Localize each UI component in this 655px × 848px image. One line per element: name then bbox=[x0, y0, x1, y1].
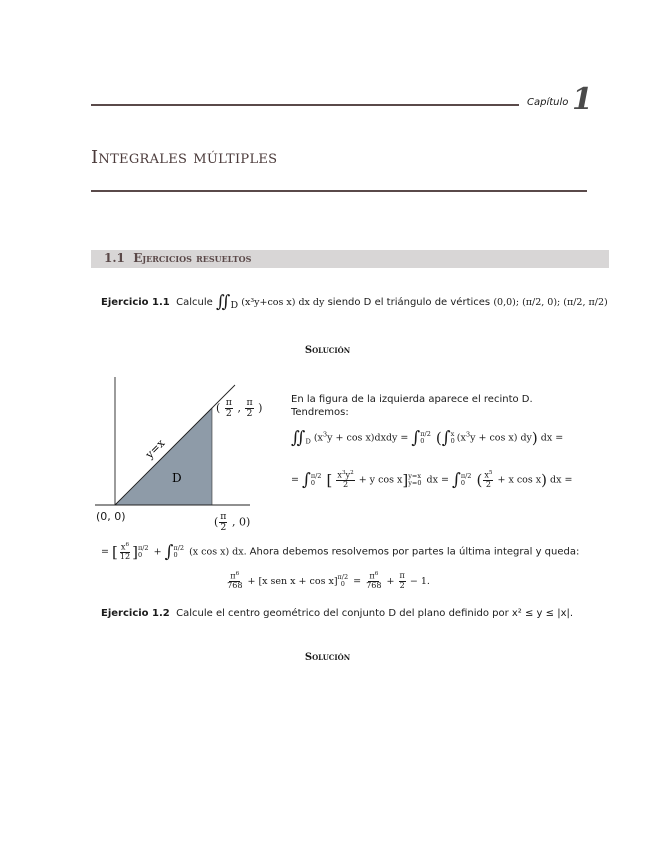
section-number: 1.1 bbox=[104, 251, 125, 265]
ejercicio-2-label: Ejercicio 1.2 bbox=[101, 608, 170, 619]
chapter-bottom-rule bbox=[91, 190, 587, 192]
origin-label: (0, 0) bbox=[96, 510, 126, 523]
solution-1-eq1: $∬_D$ ($x^3y + \cos$ x)dxdy = ∫ π/2 0 (∫ x 0 $(x^3y + \cos x)$ dy) dx = bbox=[291, 428, 564, 448]
chapter-number: 1 bbox=[572, 82, 593, 117]
ejercicio-1-vertices: (0,0); (π/2, 0); (π/2, π/2) bbox=[493, 297, 608, 308]
double-integral-symbol: ∬ bbox=[215, 292, 231, 312]
x-point-label: ( $\frac{\pi}{2}$ , 0) bbox=[214, 511, 251, 533]
ejercicio-1-label: Ejercicio 1.1 bbox=[101, 297, 170, 308]
ejercicio-1-statement bbox=[101, 292, 608, 312]
integral-domain: D bbox=[230, 300, 239, 311]
solucion-heading-1: Solución bbox=[304, 345, 351, 356]
solucion-heading-2: Solución bbox=[304, 652, 351, 663]
ejercicio-1-text-before: Calcule bbox=[176, 297, 213, 308]
solution-1-intro: En la figura de la izquierda aparece el recinto D. Tendremos: bbox=[291, 394, 533, 418]
line-label: y=x bbox=[142, 436, 168, 462]
solution-1-eq2: = ∫ π/2 0 [ $\frac{x^3y^2}{2}$ + y cos x] y=x y=0 dx = ∫ π/2 0 ( $\frac{x^5}{2}$ + x cos x) dx = bbox=[291, 469, 573, 490]
ejercicio-1-text-after: siendo D el triángulo de vértices bbox=[327, 297, 491, 308]
chapter-label: Capítulo bbox=[527, 97, 569, 108]
solution-1-eq3-text: Ahora debemos resolvemos por partes la última integral y queda: bbox=[249, 546, 580, 558]
region-d-label: D bbox=[172, 471, 182, 485]
top-point-label: ( $\frac{\pi}{2}$ , $\frac{\pi}{2}$ ) bbox=[216, 397, 263, 419]
solution-1-eq3: = [ $\frac{x^6}{12}$ ] π/2 0 + ∫ π/2 0 (x cos x) dx. Ahora debemos resolvemos por partes la última integral y queda: bbox=[101, 541, 580, 562]
ejercicio-2-statement bbox=[101, 608, 573, 619]
section-title: Ejercicios resueltos bbox=[133, 251, 252, 265]
chapter-top-rule bbox=[91, 104, 519, 106]
ejercicio-2-text: Calcule el centro geométrico del conjunto D del plano definido por x² ≤ y ≤ |x|. bbox=[176, 608, 574, 619]
solution-1-eq4: $\frac{\pi^6}{768}$ + [x sen x + cos x] π/2 0 = $\frac{\pi^6}{768}$ + $\frac{\pi}{2}$ − 1. bbox=[227, 571, 430, 591]
section-header bbox=[104, 251, 251, 265]
chapter-title: Integrales múltiples bbox=[91, 147, 278, 168]
ejercicio-1-integrand: (x³y+cos x) dx dy bbox=[241, 297, 325, 308]
